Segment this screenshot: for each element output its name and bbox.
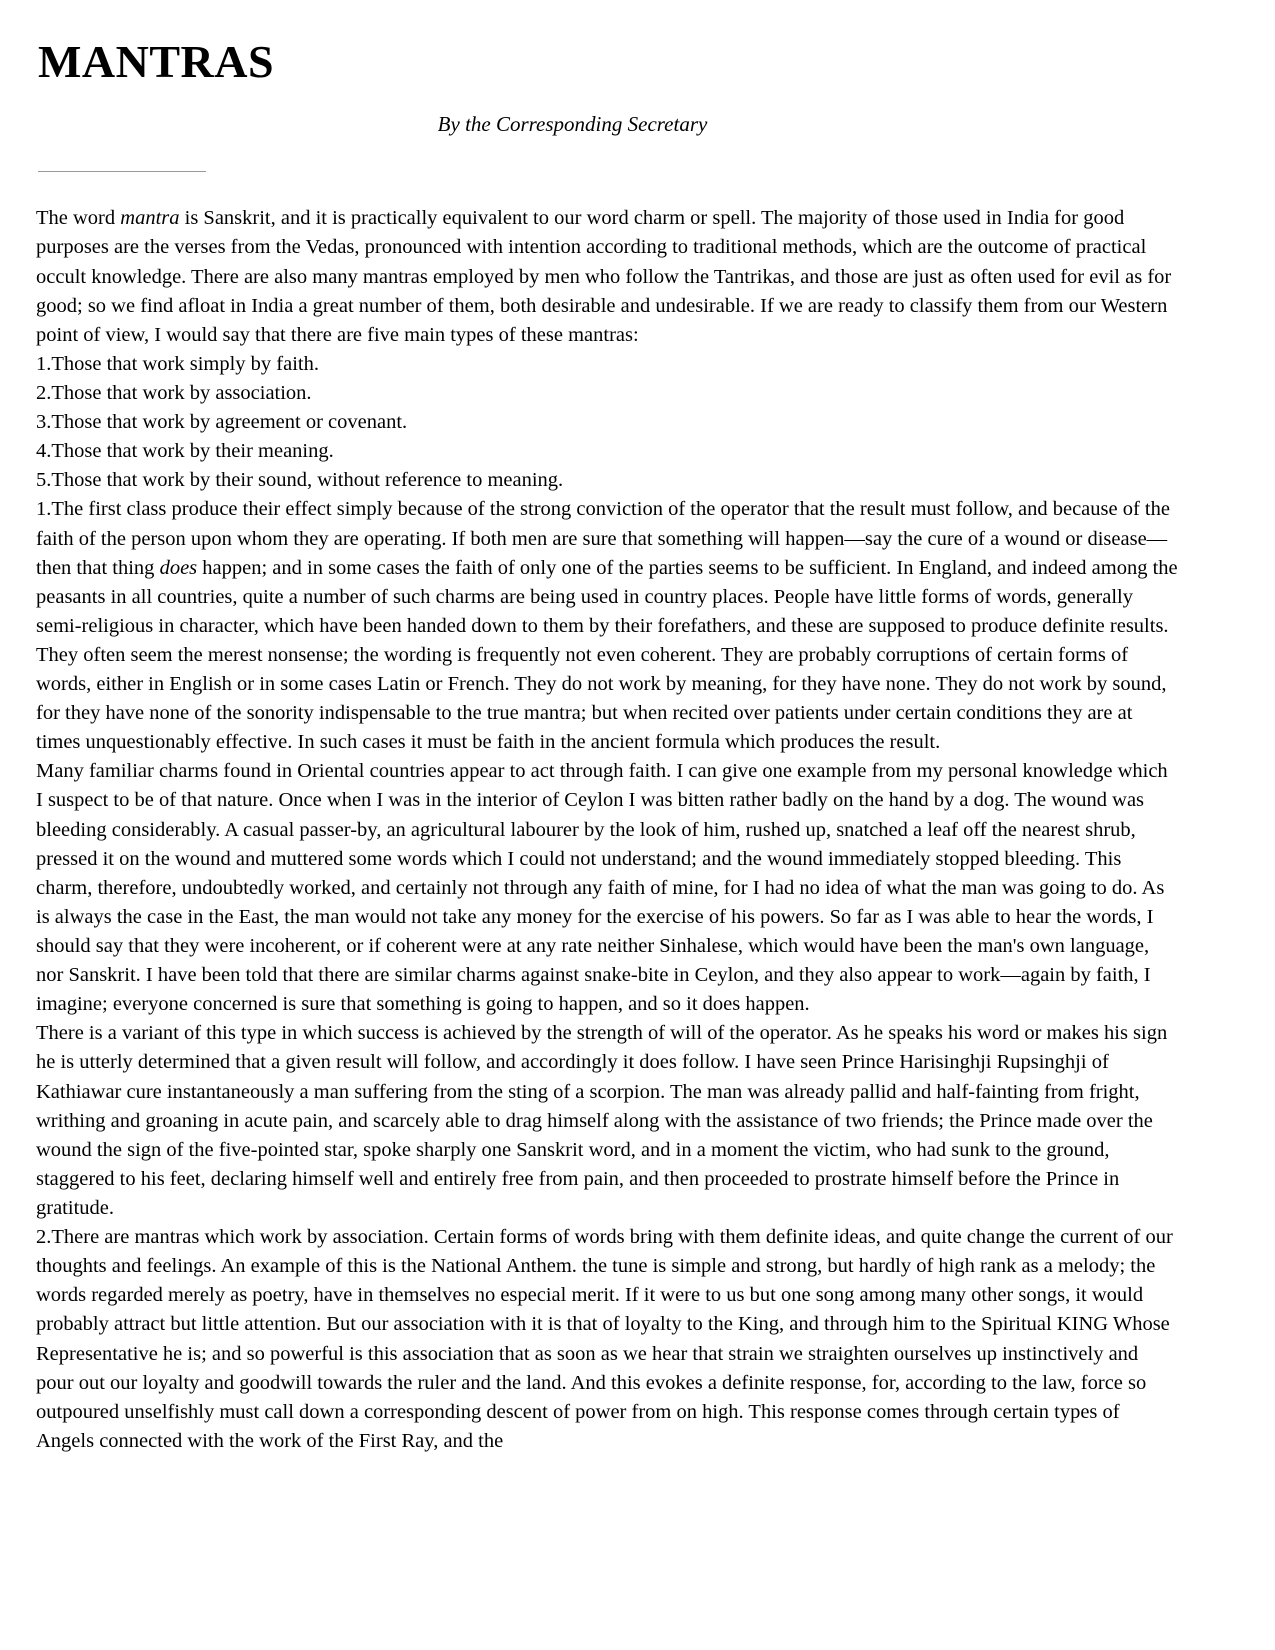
- paragraph-list-3: 3.Those that work by agreement or covenant.: [36, 411, 408, 434]
- paragraph-list-1: 1.Those that work simply by faith.: [36, 352, 319, 375]
- byline: By the Corresponding Secretary: [437, 112, 708, 137]
- paragraph-class-one: 1.The first class produce their effect simply because of the strong conviction of the operator that the result must follow, and because of the faith of the person upon whom they are operating. If both men are sure that something will happen—say the cure of a wound or disease—then that thing does happen; and in some cases the faith of only one of the parties seems to be sufficient. In England, and indeed among the peasants in all countries, quite a number of such charms are being used in country places. People have little forms of words, generally semi-religious in character, which have been handed down to them by their forefathers, and these are supposed to produce definite results. They often seem the merest nonsense; the wording is frequently not even coherent. They are probably corruptions of certain forms of words, either in English or in some cases Latin or French. They do not work by meaning, for they have none. They do not work by sound, for they have none of the sonority indispensable to the true mantra; but when recited over patients under certain conditions they are at times unquestionably effective. In such cases it must be faith in the ancient formula which produces the result.: [36, 498, 1178, 754]
- emphasis-text: mantra: [120, 207, 180, 230]
- header-divider: [38, 171, 206, 172]
- paragraph-list-2: 2.Those that work by association.: [36, 381, 312, 404]
- paragraph-list-4: 4.Those that work by their meaning.: [36, 440, 334, 463]
- paragraph-class-two: 2.There are mantras which work by association. Certain forms of words bring with them definite ideas, and quite change the current of our thoughts and feelings. An example of this is the National Anthem. the tune is simple and strong, but hardly of high rank as a melody; the words regarded merely as poetry, have in themselves no especial merit. If it were to us but one song among many other songs, it would probably attract but little attention. But our association with it is that of loyalty to the King, and through him to the Spiritual KING Whose Representative he is; and so powerful is this association that as soon as we hear that strain we straighten ourselves up instinctively and pour out our loyalty and goodwill towards the ruler and the land. And this evokes a definite response, for, according to the law, force so outpoured unselfishly must call down a corresponding descent of power from on high. This response comes through certain types of Angels connected with the work of the First Ray, and the: [36, 1226, 1173, 1452]
- paragraph-intro: The word mantra is Sanskrit, and it is practically equivalent to our word charm or spell. The majority of those used in India for good purposes are the verses from the Vedas, pronounced with intention according to traditional methods, which are the outcome of practical occult knowledge. There are also many mantras employed by men who follow the Tantrikas, and those are just as often used for evil as for good; so we find afloat in India a great number of them, both desirable and undesirable. If we are ready to classify them from our Western point of view, I would say that there are five main types of these mantras:: [36, 207, 1172, 346]
- page-title: MANTRAS: [38, 36, 275, 87]
- emphasis-text: does: [159, 556, 198, 579]
- paragraph-variant-will: There is a variant of this type in which success is achieved by the strength of will of the operator. As he speaks his word or makes his sign he is utterly determined that a given result will follow, and accordingly it does follow. I have seen Prince Harisinghji Rupsinghji of Kathiawar cure instantaneously a man suffering from the sting of a scorpion. The man was already pallid and half-fainting from fright, writhing and groaning in acute pain, and scarcely able to drag himself along with the assistance of two friends; the Prince made over the wound the sign of the five-pointed star, spoke sharply one Sanskrit word, and in a moment the victim, who had sunk to the ground, staggered to his feet, declaring himself well and entirely free from pain, and then proceeded to prostrate himself before the Prince in gratitude.: [36, 1022, 1168, 1220]
- paragraph-list-5: 5.Those that work by their sound, without reference to meaning.: [36, 469, 564, 492]
- paragraph-ceylon: Many familiar charms found in Oriental countries appear to act through faith. I can give one example from my personal knowledge which I suspect to be of that nature. Once when I was in the interior of Ceylon I was bitten rather badly on the hand by a dog. The wound was bleeding considerably. A casual passer-by, an agricultural labourer by the look of him, rushed up, snatched a leaf off the nearest shrub, pressed it on the wound and muttered some words which I could not understand; and the wound immediately stopped bleeding. This charm, therefore, undoubtedly worked, and certainly not through any faith of mine, for I had no idea of what the man was going to do. As is always the case in the East, the man would not take any money for the exercise of his powers. So far as I was able to hear the words, I should say that they were incoherent, or if coherent were at any rate neither Sinhalese, which would have been the man's own language, nor Sanskrit. I have been told that there are similar charms against snake-bite in Ceylon, and they also appear to work—again by faith, I imagine; everyone concerned is sure that something is going to happen, and so it does happen.: [36, 760, 1168, 1016]
- article-body: [36, 204, 1179, 1456]
